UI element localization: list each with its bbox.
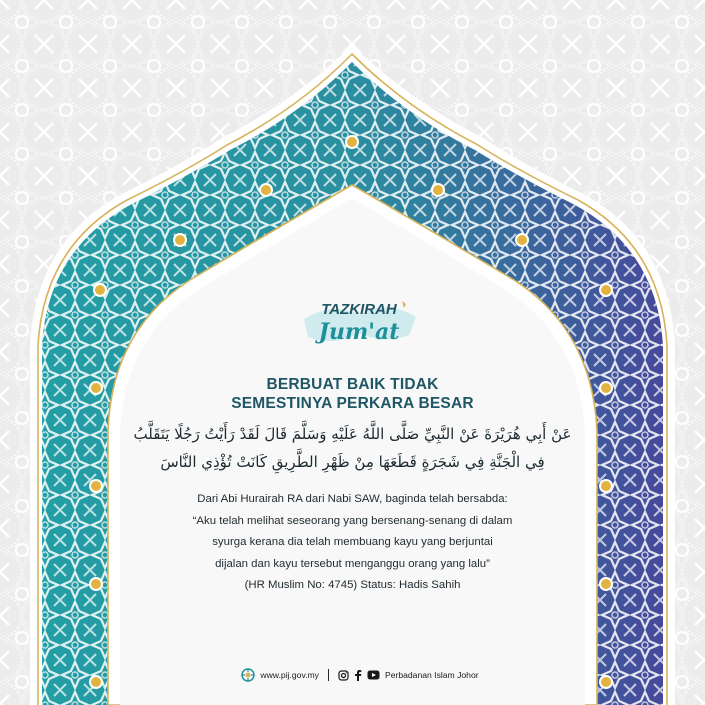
- title-line1: BERBUAT BAIK TIDAK: [266, 376, 439, 393]
- headline-title: [130, 375, 575, 413]
- instagram-icon[interactable]: [338, 670, 349, 681]
- logo-line1: TAZKIRAH: [321, 301, 397, 318]
- facebook-icon[interactable]: [354, 669, 362, 681]
- arabic-hadith-text: [130, 420, 575, 476]
- youtube-icon[interactable]: [367, 670, 380, 680]
- arabic-line1: عَنْ أَبِي هُرَيْرَةَ عَنْ النَّبِيِّ صَلَّى اللَّهُ عَلَيْهِ وَسَلَّمَ قَالَ لَقَدْ رَأَيْتُ رَجُلًا يَتَقَلَّبُ: [133, 425, 572, 443]
- translation-line3: syurga kerana dia telah membuang kayu yang berjuntai: [212, 536, 493, 548]
- footer-divider: [328, 669, 329, 681]
- translation-line1: Dari Abi Hurairah RA dari Nabi SAW, baginda telah bersabda:: [197, 493, 508, 505]
- arabic-line2: فِي الْجَنَّةِ فِي شَجَرَةٍ قَطَعَهَا مِنْ ظَهْرِ الطَّرِيقِ كَانَتْ تُؤْذِي النَّاسَ: [160, 453, 545, 471]
- hadith-translation: [135, 489, 570, 597]
- translation-line4: dijalan dan kayu tersebut menganggu orang yang lalu”: [215, 557, 490, 570]
- pij-logo-icon: [241, 668, 255, 682]
- organization-name: Perbadanan Islam Johor: [384, 670, 479, 680]
- tazkirah-jumaat-logo: [294, 287, 424, 355]
- website-link[interactable]: www.pij.gov.my: [260, 670, 319, 680]
- translation-source: (HR Muslim No: 4745) Status: Hadis Sahih: [244, 579, 461, 591]
- translation-line2: “Aku telah melihat seseorang yang bersenang-senang di dalam: [192, 514, 513, 527]
- title-line2: SEMESTINYA PERKARA BESAR: [231, 395, 474, 412]
- logo-line2: Jum'at: [318, 319, 400, 345]
- footer-bar: [200, 665, 520, 685]
